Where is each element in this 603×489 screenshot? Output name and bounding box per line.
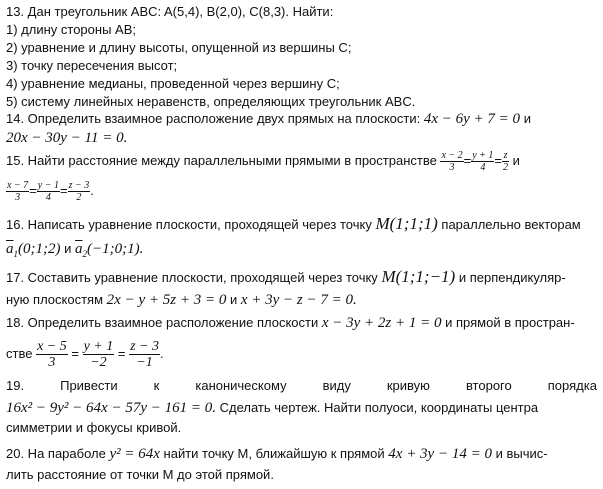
problem-15-and: и bbox=[512, 152, 520, 168]
problem-15-line-1: 15. Найти расстояние между параллельными прямыми в пространстве $\frac{x - 2}{3}$ = $\frac{y + 1}{4}$ = $\frac{z}{2}$ и bbox=[6, 150, 520, 173]
problem-17-tail: и перпендикуляр- bbox=[458, 270, 566, 285]
problem-15-line-1-frac-z: $\frac{z}{2}$ bbox=[503, 150, 509, 173]
problem-14-and: и bbox=[523, 111, 531, 126]
problem-15-line-2-frac-z: $\frac{z - 3}{2}$ bbox=[68, 180, 90, 203]
problem-15-text: 15. Найти расстояние между параллельными прямыми в пространстве bbox=[6, 152, 437, 168]
problem-18-tail: и прямой в простран- bbox=[445, 315, 575, 330]
problem-16-vector-1-coords: (0;1;2) bbox=[18, 241, 61, 257]
problem-19-word: Привести bbox=[60, 378, 118, 393]
problem-19-word: второго bbox=[465, 378, 512, 393]
problem-17-equation-1: 2x − y + 5z + 3 = 0 bbox=[106, 292, 227, 308]
problem-17-equation-2: x + 3y − z − 7 = 0. bbox=[240, 292, 357, 308]
problem-13-item-5: 5) систему линейных неравенств, определяющих треугольник ABC. bbox=[6, 94, 416, 109]
problem-18-frac-x: $\frac{x - 5}{3}$ bbox=[37, 339, 67, 370]
problem-18-line-1 bbox=[6, 315, 575, 331]
problem-16-vector-2-coords: (−1;0;1). bbox=[87, 241, 144, 257]
problem-15-line-2-frac-y: $\frac{y - 1}{4}$ bbox=[37, 180, 59, 203]
problem-14-text: 14. Определить взаимное расположение двух прямых на плоскости: bbox=[6, 111, 421, 126]
problem-18-plane-equation: x − 3y + 2z + 1 = 0 bbox=[321, 315, 442, 331]
problem-17-line-1 bbox=[6, 269, 566, 286]
problem-16-line-2 bbox=[6, 241, 143, 262]
problem-15-line-1-frac-x: $\frac{x - 2}{3}$ bbox=[441, 150, 463, 173]
problem-19-line-2 bbox=[6, 400, 538, 416]
problem-14-equation-2: 20x − 30y − 11 = 0. bbox=[6, 130, 128, 146]
problem-19-word: виду bbox=[322, 378, 351, 393]
problem-19-word: 19. bbox=[6, 378, 25, 393]
problem-20-line-2: лить расстояние от точки М до этой прямой. bbox=[6, 467, 274, 482]
problem-17-point: M(1;1;−1) bbox=[381, 267, 456, 286]
problem-13-item-1: 1) длину стороны AB; bbox=[6, 22, 136, 37]
problem-16-text: 16. Написать уравнение плоскости, проходящей через точку bbox=[6, 217, 372, 232]
problem-19-word: кривую bbox=[386, 378, 430, 393]
problem-17-text-2: ную плоскостям bbox=[6, 292, 104, 307]
problem-16-tail: параллельно векторам bbox=[441, 217, 581, 232]
problem-13-intro: 13. Дан треугольник ABC: A(5,4), B(2,0), C(8,3). Найти: bbox=[6, 4, 334, 19]
problem-15-line-2-frac-x: $\frac{x - 7}{3}$ bbox=[7, 180, 29, 203]
problem-14-line-2 bbox=[6, 130, 127, 146]
problem-20-parabola: y² = 64x bbox=[109, 446, 160, 462]
problem-13-item-3: 3) точку пересечения высот; bbox=[6, 58, 178, 73]
problem-19-word: порядка bbox=[547, 378, 597, 393]
problem-20-text: 20. На параболе bbox=[6, 446, 106, 461]
problem-18-frac-y: $\frac{y + 1}{-2}$ bbox=[83, 339, 114, 370]
problem-13-item-4: 4) уравнение медианы, проведенной через вершину С; bbox=[6, 76, 340, 91]
problem-20-line-1 bbox=[6, 446, 548, 462]
problem-14-equation-1: 4x − 6y + 7 = 0 bbox=[423, 111, 521, 127]
problem-20-mid: найти точку М, ближайшую к прямой bbox=[163, 446, 385, 461]
problem-16-line-1 bbox=[6, 216, 581, 233]
problem-18-text: 18. Определить взаимное расположение плоскости bbox=[6, 315, 319, 330]
problem-16-vector-2: $\overline{a}_2$ bbox=[75, 241, 87, 259]
problem-17-text: 17. Составить уравнение плоскости, проходящей через точку bbox=[6, 270, 378, 285]
problem-19-word: к bbox=[153, 378, 160, 393]
problem-19-line-3: симметрии и фокусы кривой. bbox=[6, 420, 182, 435]
problem-13-item-2: 2) уравнение и длину высоты, опущенной из вершины С; bbox=[6, 40, 352, 55]
problem-18-text-2: стве bbox=[6, 345, 33, 361]
problem-17-and: и bbox=[229, 292, 238, 307]
problem-16-point: M(1;1;1) bbox=[375, 214, 438, 233]
problem-18-frac-z: $\frac{z - 3}{-1}$ bbox=[130, 339, 159, 370]
problem-15-line-2: $\frac{x - 7}{3}$ = $\frac{y - 1}{4}$ = $\frac{z - 3}{2}$ . bbox=[7, 180, 94, 203]
problem-19-line-1 bbox=[6, 378, 597, 394]
problem-20-tail: и вычис- bbox=[495, 446, 548, 461]
problem-15-line-1-frac-y: $\frac{y + 1}{4}$ bbox=[472, 150, 494, 173]
problem-19-word: каноническому bbox=[195, 378, 287, 393]
problem-14-line-1 bbox=[6, 111, 531, 127]
problem-16-and: и bbox=[64, 241, 72, 256]
problem-19-equation: 16x² − 9y² − 64x − 57y − 161 = 0. bbox=[6, 400, 216, 416]
problem-20-line-equation: 4x + 3y − 14 = 0 bbox=[388, 446, 492, 462]
problem-16-vector-1: $\overline{a}_1$ bbox=[6, 241, 18, 259]
problem-18-line-2: стве $\frac{x - 5}{3}$ = $\frac{y + 1}{-2}$ = $\frac{z - 3}{-1}$ . bbox=[6, 339, 164, 370]
problem-17-line-2 bbox=[6, 292, 357, 308]
problem-19-tail: Сделать чертеж. Найти полуоси, координаты центра bbox=[219, 400, 539, 415]
